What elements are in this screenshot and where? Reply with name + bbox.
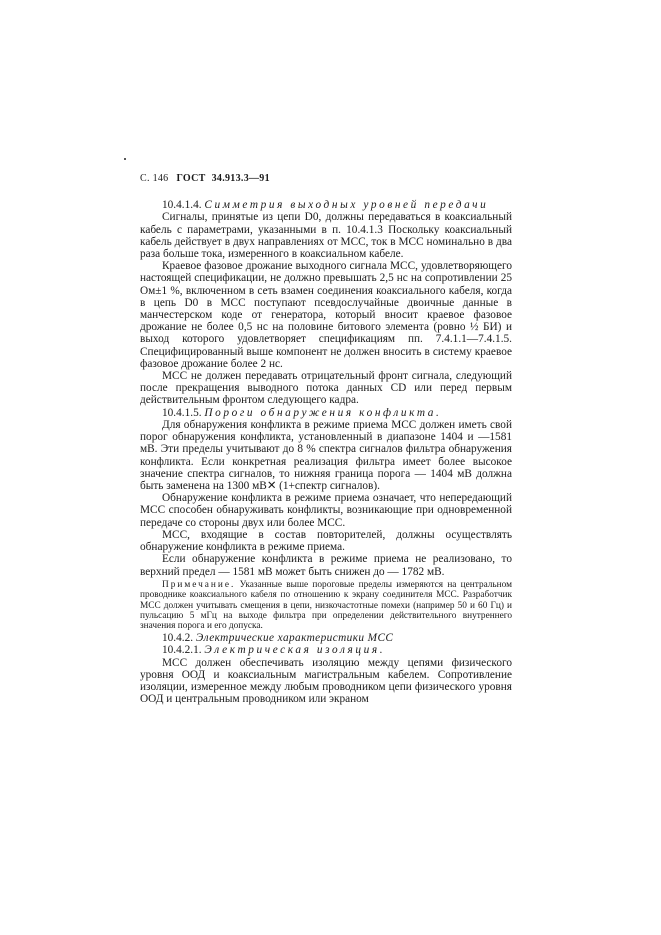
- paragraph: МСС не должен передавать отрицательный фронт сигнала, следующий после прекращения выводного потока данных CD или перед первым действительным фронтом следующего кадра.: [140, 370, 512, 407]
- section-heading-10-4-1-4: [140, 199, 512, 211]
- section-heading-10-4-2: [140, 632, 512, 644]
- section-title: Симметрия выходных уровней передачи: [204, 199, 489, 211]
- section-heading-10-4-1-5: [140, 407, 512, 419]
- paragraph: МСС должен обеспечивать изоляцию между цепями физического уровня ООД и коаксиальным магистральным кабелем. Сопротивление изоляции, измеренное между любым проводником цепи физического уровня ООД и центральным проводником или экраном: [140, 656, 512, 706]
- section-number: 10.4.2.: [162, 631, 194, 644]
- section-title: Электрическая изоляция.: [204, 644, 386, 657]
- note: [140, 580, 512, 632]
- note-text: Указанные выше пороговые пределы измеряются на центральном проводнике коаксиального кабеля по отношению к экрану соединителя МСС. Разработчик МСС должен учитывать смещения в цепи, низкочастотные помехи (например 50 и 60 Гц) и пульсацию 5 мГц на выходе фильтра при определении действительного внутреннего значения порога и его допуска.: [140, 579, 513, 632]
- document-page: [140, 160, 512, 705]
- paragraph: Если обнаружение конфликта в режиме приема не реализовано, то верхний предел — 1581 мВ может быть снижен до — 1782 мВ.: [140, 553, 512, 578]
- section-title: Пороги обнаружения конфликта.: [204, 406, 442, 419]
- section-number: 10.4.2.1.: [162, 644, 202, 657]
- section-heading-10-4-2-1: [140, 644, 512, 656]
- page-number: С. 146: [140, 173, 169, 184]
- section-number: 10.4.1.4.: [162, 199, 202, 211]
- paragraph: Обнаружение конфликта в режиме приема означает, что непередающий МСС способен обнаруживать конфликты, возникающие при одновременной передаче со стороны двух или более МСС.: [140, 492, 512, 529]
- paragraph: МСС, входящие в состав повторителей, должны осуществлять обнаружение конфликта в режиме приема.: [140, 528, 512, 554]
- scan-speck: [124, 158, 126, 160]
- standard-label: ГОСТ: [176, 173, 206, 184]
- paragraph: Сигналы, принятые из цепи D0, должны передаваться в коаксиальный кабель с параметрами, указанными в п. 10.4.1.3 Поскольку коаксиальный кабель действует в двух направлениях от МСС, ток в МСС номинально в два раза больше тока, измеренного в коаксиальном кабеле.: [140, 211, 512, 261]
- note-label: Примечание.: [162, 579, 236, 590]
- paragraph: Краевое фазовое дрожание выходного сигнала МСС, удовлетворяющего настоящей спецификации, не должно превышать 2,5 нс на сопротивлении 25 Ом±1 %, включенном в сеть взамен соединения коаксиального кабеля, когда в цепь D0 в МСС поступают псевдослучайные двоичные данные в манчестерском коде от генератора, который вносит краевое фазовое дрожание не более 0,5 нс на половине битового элемента (ровно ½ БИ) и выход которого удовлетворяет спецификациям пп. 7.4.1.1—7.4.1.5. Специфицированный выше компонент не должен вносить в систему краевое фазовое дрожание более 2 нс.: [140, 260, 512, 370]
- paragraph: Для обнаружения конфликта в режиме приема МСС должен иметь свой порог обнаружения конфликта, установленный в диапазоне 1404 и —1581 мВ. Эти пределы учитывают до 8 % спектра сигналов фильтра обнаружения конфликта. Если конкретная реализация фильтра имеет более высокое значение спектра сигналов, то нижняя граница порога — 1404 мВ должна быть заменена на 1300 мВ✕ (1+спектр сигналов).: [140, 419, 512, 493]
- standard-number: 34.913.3—91: [211, 173, 270, 184]
- section-number: 10.4.1.5.: [162, 406, 202, 419]
- section-title: Электрические характеристики МСС: [195, 631, 394, 644]
- page-header: [140, 173, 512, 185]
